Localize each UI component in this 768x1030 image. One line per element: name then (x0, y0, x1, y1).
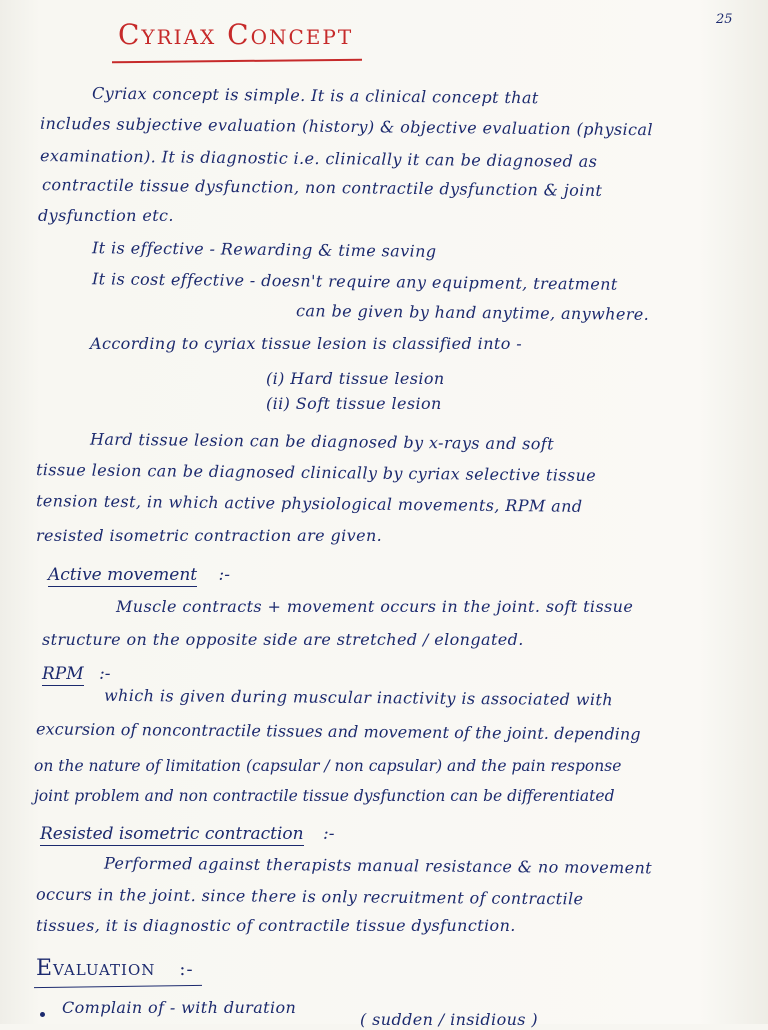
rpm-line-2: excursion of noncontractile tissues and movement of the joint. depending (35, 719, 641, 744)
intro-line-1: Cyriax concept is simple. It is a clinical concept that (91, 83, 539, 108)
rpm-title: RPM (42, 664, 84, 684)
hard-soft-line-1: Hard tissue lesion can be diagnosed by x-rays and soft (89, 429, 555, 454)
rpm-line-4: joint problem and non contractile tissue dysfunction can be differentiated (34, 787, 615, 805)
intro-line-5: dysfunction etc. (38, 206, 174, 225)
rpm-suffix: :- (99, 664, 111, 684)
active-movement-line-2: structure on the opposite side are stretched / elongated. (42, 630, 524, 649)
class-item-hard: (i) Hard tissue lesion (266, 369, 445, 388)
rpm-line-3: on the nature of limitation (capsular / non capsular) and the pain response (34, 757, 622, 775)
evaluation-bullet-complain: Complain of - with duration (62, 998, 297, 1017)
evaluation-heading (36, 956, 194, 981)
evaluation-underline (34, 985, 202, 988)
effective-line: It is effective - Rewarding & time saving (91, 238, 437, 261)
title-underline (112, 59, 362, 64)
hard-soft-line-4: resisted isometric contraction are given. (36, 526, 383, 545)
active-movement-line-1: Muscle contracts + movement occurs in the joint. soft tissue (116, 597, 634, 616)
rpm-line-1: which is given during muscular inactivity is associated with (103, 685, 614, 710)
resisted-heading (40, 824, 334, 844)
intro-line-4: contractile tissue dysfunction, non contractile dysfunction & joint (41, 175, 603, 200)
cost-effective-line-1: It is cost effective - doesn't require any equipment, treatment (91, 269, 618, 294)
evaluation-partial-line: ( sudden / insidious ) (360, 1010, 539, 1029)
intro-line-3: examination). It is diagnostic i.e. clinically it can be diagnosed as (39, 146, 598, 171)
rpm-heading (42, 664, 111, 684)
cost-effective-line-2: can be given by hand anytime, anywhere. (295, 301, 650, 324)
evaluation-suffix: :- (179, 959, 194, 980)
page-title: Cyriax Concept (118, 18, 354, 51)
active-movement-title: Active movement (48, 565, 198, 585)
class-item-soft: (ii) Soft tissue lesion (266, 394, 442, 413)
page-number: 25 (716, 12, 733, 27)
active-movement-heading (48, 565, 230, 585)
hard-soft-line-2: tissue lesion can be diagnosed clinically by cyriax selective tissue (35, 460, 597, 485)
intro-line-2: includes subjective evaluation (history) & objective evaluation (physical (39, 113, 654, 140)
resisted-title: Resisted isometric contraction (40, 824, 304, 844)
resisted-suffix: :- (323, 824, 335, 844)
evaluation-title: Evaluation (36, 956, 156, 981)
hard-soft-line-3: tension test, in which active physiological movements, RPM and (35, 491, 583, 516)
resisted-line-1: Performed against therapists manual resistance & no movement (103, 853, 653, 878)
resisted-line-3: tissues, it is diagnostic of contractile tissue dysfunction. (36, 916, 516, 935)
classified-line: According to cyriax tissue lesion is classified into - (90, 334, 523, 353)
resisted-line-2: occurs in the joint. since there is only recruitment of contractile (35, 884, 584, 909)
bullet-icon (40, 1012, 45, 1017)
active-movement-suffix: :- (218, 565, 231, 585)
